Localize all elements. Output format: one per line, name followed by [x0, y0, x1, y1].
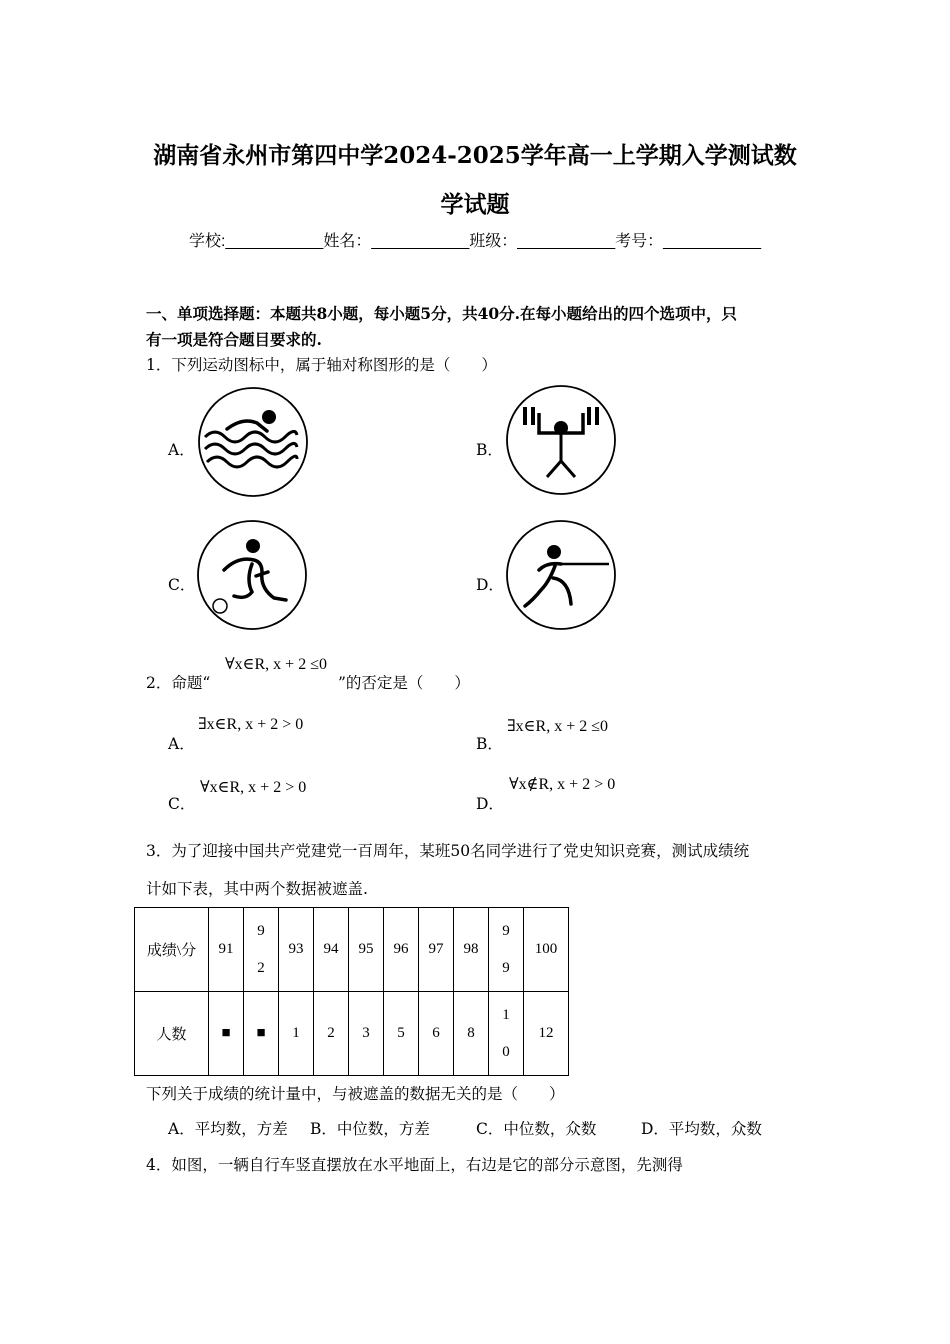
q2-option-b-label: B． — [476, 735, 503, 753]
question-3-followup: 下列关于成绩的统计量中，与被遮盖的数据无关的是（ ） — [146, 1085, 565, 1103]
table-cell: 94 — [314, 908, 349, 992]
q3-option-b: B．中位数，方差 — [310, 1120, 430, 1138]
table-cell-text: 10 — [502, 1006, 510, 1060]
table-cell — [489, 908, 524, 992]
q1-option-b-label: B． — [476, 441, 503, 459]
question-1-stem: 1．下列运动图标中，属于轴对称图形的是（ ） — [146, 356, 497, 374]
table-cell: 5 — [384, 992, 419, 1076]
q2-option-d-label: D． — [476, 795, 504, 813]
table-cell-text: 92 — [257, 922, 265, 976]
table-cell: 2 — [314, 992, 349, 1076]
table-cell: 1 — [279, 992, 314, 1076]
table-cell — [489, 992, 524, 1076]
section-heading-line-2: 有一项是符合题目要求的. — [146, 330, 322, 349]
question-3-stem-line-1: 3．为了迎接中国共产党建党一百周年，某班50名同学进行了党史知识竞赛，测试成绩统 — [146, 842, 750, 860]
section-heading-line-1: 一、单项选择题：本题共8小题，每小题5分，共40分.在每小题给出的四个选项中，只 — [146, 304, 738, 323]
soccer-icon — [196, 520, 308, 630]
q1-option-a-label: A． — [168, 441, 195, 459]
q3-option-d: D．平均数，众数 — [641, 1120, 762, 1138]
q2-option-c-label: C． — [168, 795, 196, 813]
table-cell: 100 — [524, 908, 569, 992]
fencing-icon — [505, 520, 617, 630]
table-cell: 93 — [279, 908, 314, 992]
table-cell: 8 — [454, 992, 489, 1076]
q2-proposition: ∀x∈R, x + 2 ≤0 — [225, 656, 327, 673]
q2-option-c-expr: ∀x∈R, x + 2 > 0 — [200, 779, 307, 796]
page-title-line-2: 学试题 — [440, 191, 510, 218]
student-info-line: 学校:___________姓名：___________班级：___________考号：___________ — [189, 233, 761, 250]
table-cell: ■ — [244, 992, 279, 1076]
swimming-icon — [197, 387, 309, 497]
weightlifting-icon — [505, 385, 617, 495]
q1-option-d-label: D． — [476, 576, 504, 594]
page-title-line-1: 湖南省永州市第四中学2024-2025学年高一上学期入学测试数 — [153, 142, 797, 169]
table-cell: 97 — [419, 908, 454, 992]
table-header-score: 成绩\分 — [135, 908, 209, 992]
q3-option-c: C．中位数，众数 — [476, 1120, 597, 1138]
table-header-count: 人数 — [135, 992, 209, 1076]
q2-option-a-expr: ∃x∈R, x + 2 > 0 — [198, 716, 304, 733]
question-2-stem-after: ”的否定是（ ） — [338, 674, 470, 692]
question-2-stem-before: 2．命题“ — [146, 674, 211, 692]
question-3-stem-line-2: 计如下表，其中两个数据被遮盖. — [146, 880, 368, 898]
table-row — [135, 992, 569, 1076]
q2-option-b-expr: ∃x∈R, x + 2 ≤0 — [507, 718, 608, 735]
table-cell: 3 — [349, 992, 384, 1076]
table-cell-text: 99 — [502, 922, 510, 976]
table-cell: 12 — [524, 992, 569, 1076]
table-cell: 6 — [419, 992, 454, 1076]
score-table — [134, 907, 569, 1076]
table-cell: 91 — [209, 908, 244, 992]
table-row — [135, 908, 569, 992]
table-cell: ■ — [209, 992, 244, 1076]
table-cell: 95 — [349, 908, 384, 992]
q3-option-a: A．平均数，方差 — [168, 1120, 288, 1138]
q1-option-c-label: C． — [168, 576, 196, 594]
q2-option-a-label: A． — [168, 735, 195, 753]
table-cell — [244, 908, 279, 992]
table-cell: 98 — [454, 908, 489, 992]
question-4-stem: 4．如图，一辆自行车竖直摆放在水平地面上，右边是它的部分示意图，先测得 — [146, 1156, 683, 1174]
q2-option-d-expr: ∀x∉R, x + 2 > 0 — [509, 776, 616, 793]
table-cell: 96 — [384, 908, 419, 992]
